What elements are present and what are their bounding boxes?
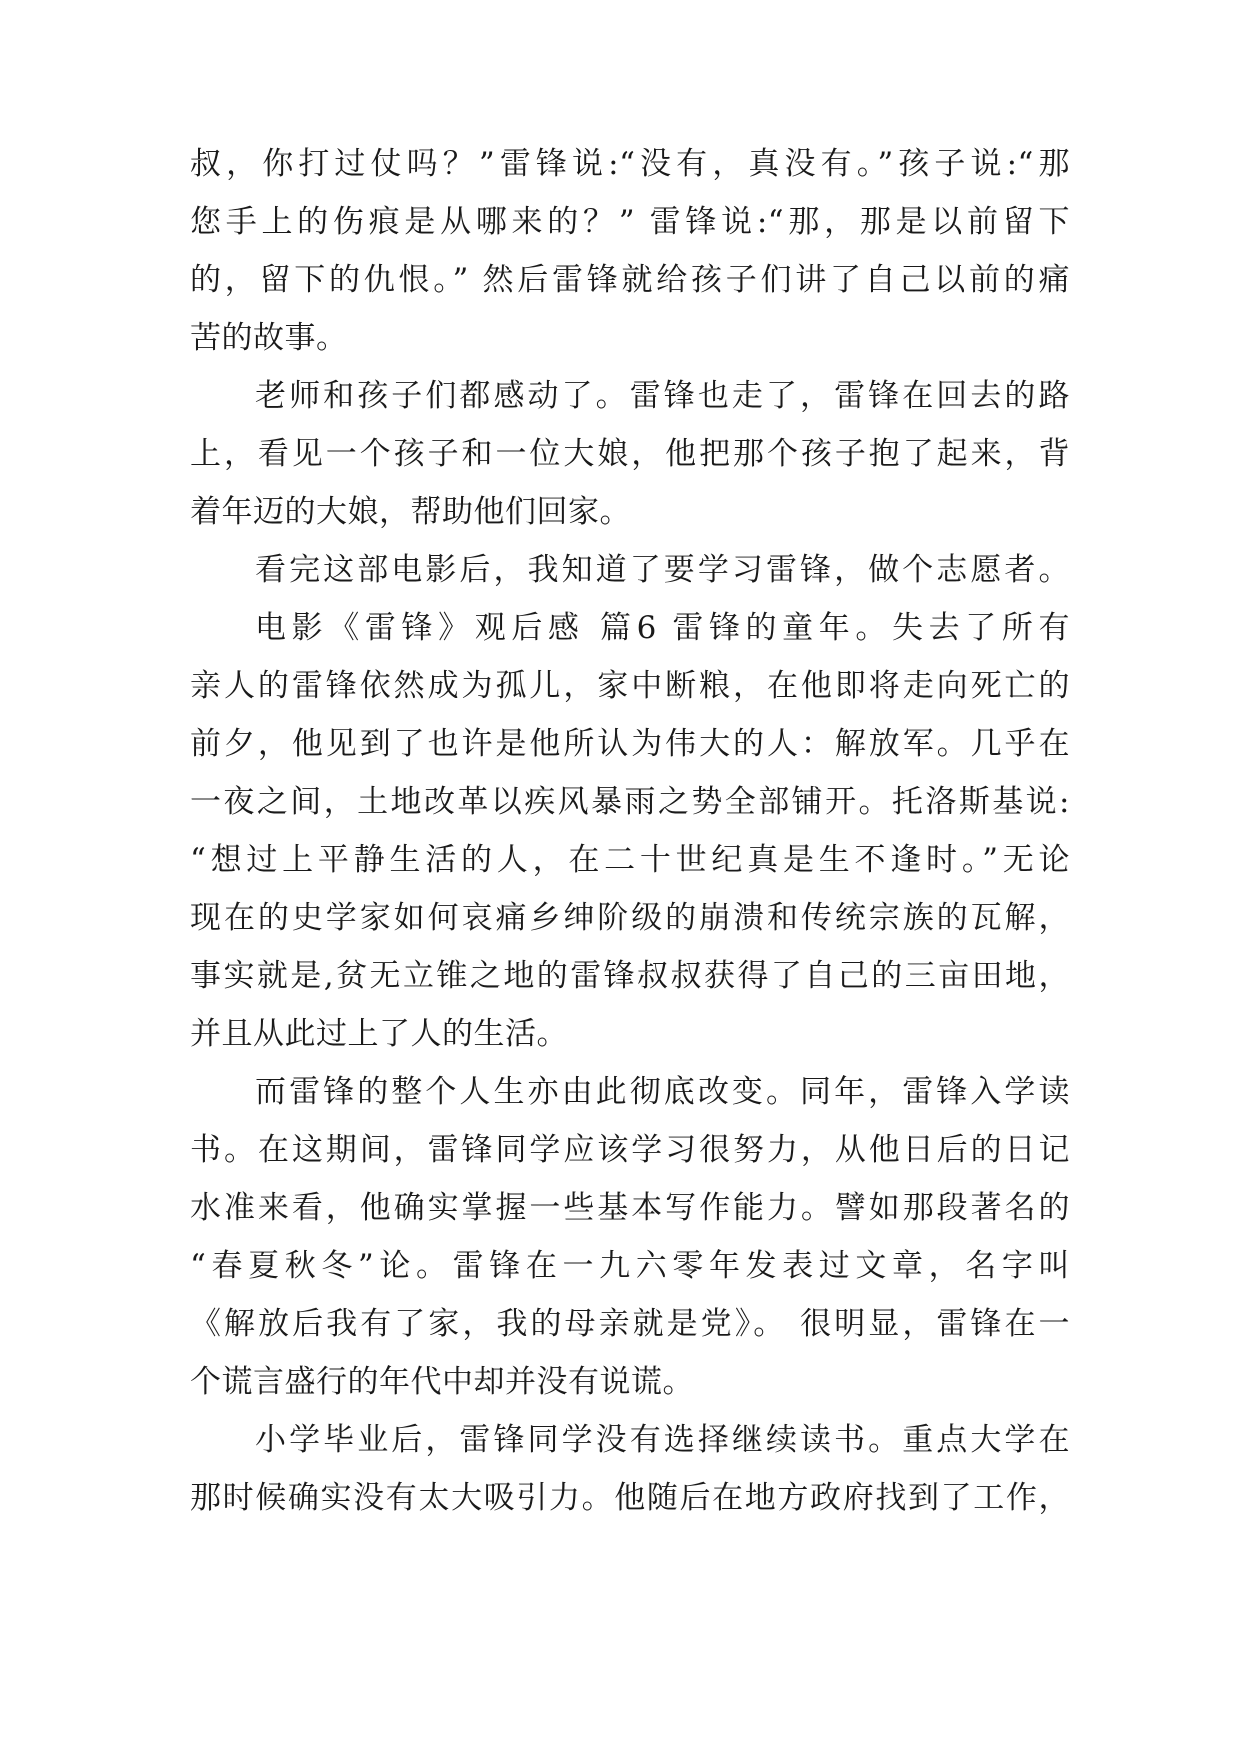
text-line: 着年迈的大娘，帮助他们回家。: [190, 494, 631, 530]
text-line: 那时候确实没有太大吸引力。他随后在地方政府找到了工作，: [190, 1480, 1070, 1516]
text-line: 叔，你打过仗吗？”雷锋说:“没有，真没有。”孩子说:“那: [190, 146, 1070, 182]
text-line: 上，看见一个孩子和一位大娘，他把那个孩子抱了起来，背: [190, 436, 1070, 472]
text-line: 事实就是,贫无立锥之地的雷锋叔叔获得了自己的三亩田地，: [190, 958, 1070, 994]
text-line: 书。在这期间，雷锋同学应该学习很努力，从他日后的日记: [190, 1132, 1070, 1168]
text-line: 《解放后我有了家，我的母亲就是党》。 很明显，雷锋在一: [190, 1306, 1070, 1342]
text-line: 苦的故事。: [190, 320, 348, 356]
text-line: 看完这部电影后，我知道了要学习雷锋，做个志愿者。: [255, 552, 1070, 588]
text-line: 现在的史学家如何哀痛乡绅阶级的崩溃和传统宗族的瓦解，: [190, 900, 1070, 936]
text-line: 老师和孩子们都感动了。雷锋也走了，雷锋在回去的路: [255, 378, 1070, 414]
text-line: 一夜之间，土地改革以疾风暴雨之势全部铺开。托洛斯基说:: [190, 784, 1070, 820]
text-line: “春夏秋冬”论。雷锋在一九六零年发表过文章，名字叫: [190, 1248, 1070, 1284]
text-line: “想过上平静生活的人，在二十世纪真是生不逢时。”无论: [190, 842, 1070, 878]
section-heading-line: 电影《雷锋》观后感 篇6 雷锋的童年。失去了所有: [255, 610, 1070, 646]
text-line: 水准来看，他确实掌握一些基本写作能力。譬如那段著名的: [190, 1190, 1070, 1226]
text-line: 小学毕业后，雷锋同学没有选择继续读书。重点大学在: [255, 1422, 1070, 1458]
text-line: 前夕，他见到了也许是他所认为伟大的人：解放军。几乎在: [190, 726, 1070, 762]
text-line: 您手上的伤痕是从哪来的？” 雷锋说:“那，那是以前留下: [190, 204, 1070, 240]
text-line: 的，留下的仇恨。” 然后雷锋就给孩子们讲了自己以前的痛: [190, 262, 1070, 298]
text-line: 个谎言盛行的年代中却并没有说谎。: [190, 1364, 694, 1400]
text-line: 并且从此过上了人的生活。: [190, 1016, 568, 1052]
text-line: 而雷锋的整个人生亦由此彻底改变。同年，雷锋入学读: [255, 1074, 1070, 1110]
text-line: 亲人的雷锋依然成为孤儿，家中断粮，在他即将走向死亡的: [190, 668, 1070, 704]
